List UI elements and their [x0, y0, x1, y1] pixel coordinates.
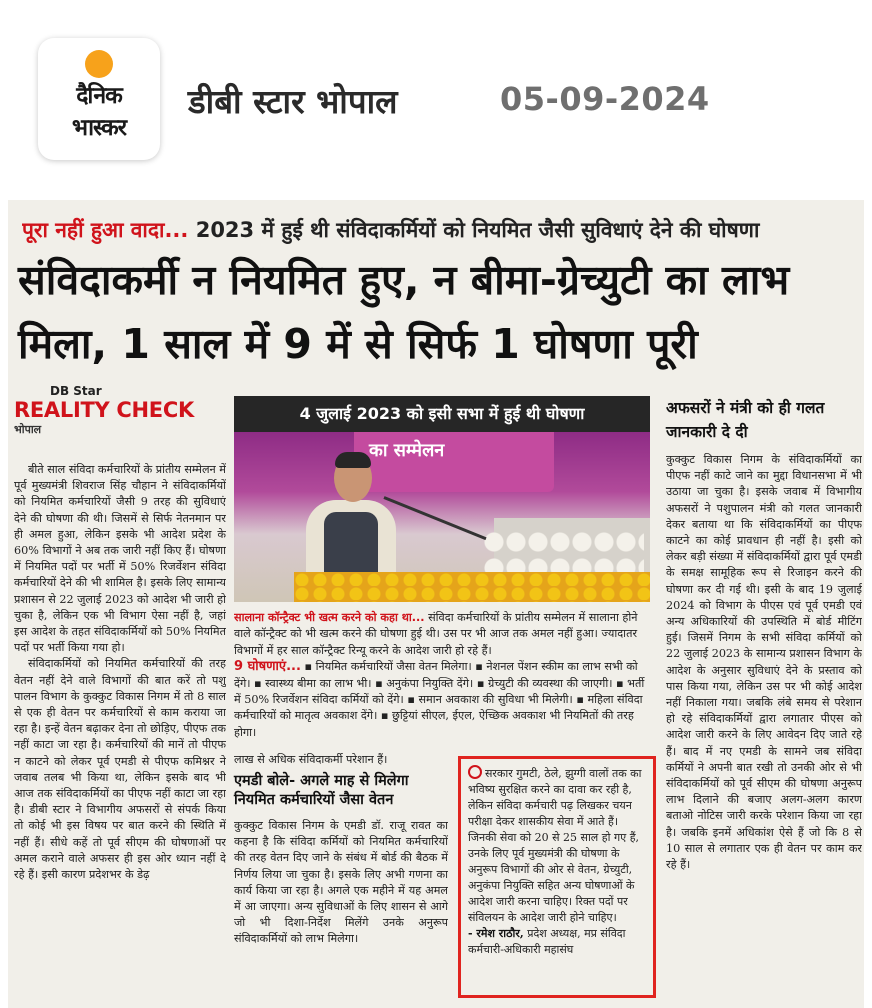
app-header [0, 0, 872, 192]
main-headline: संविदाकर्मी न नियमित हुए, न बीमा-ग्रेच्युटी का लाभ मिला, 1 साल में 9 में से सिर्फ 1 घोषणा पूरी [18, 256, 790, 368]
kicker-red: पूरा नहीं हुआ वादा... [22, 218, 189, 242]
quote-box [458, 756, 656, 998]
event-photo [234, 432, 650, 602]
db-star-label: DB Star [50, 384, 102, 398]
announcements-title: 9 घोषणाएं... [234, 659, 301, 675]
newspaper-clipping[interactable] [8, 200, 864, 1008]
quote-icon [468, 765, 482, 779]
md-subheadline: एमडी बोले- अगले माह से मिलेगा नियमित कर्मचारियों जैसा वेतन [234, 773, 409, 808]
middle-story [234, 610, 654, 752]
sun-icon [85, 50, 113, 78]
reality-check-label: REALITY CHECK [14, 398, 194, 422]
continued-line: लाख से अधिक संविदाकर्मी परेशान हैं। [234, 753, 388, 766]
quote-text [468, 765, 646, 958]
reality-check-brand [14, 384, 224, 444]
photo-caption: 4 जुलाई 2023 को इसी सभा में हुई थी घोषणा [234, 396, 650, 432]
right-headline: अफसरों ने मंत्री को ही गलत जानकारी दे दी [666, 399, 825, 441]
logo-text-line1: दैनिक [76, 83, 122, 109]
quote-author: - रमेश राठौर, [468, 927, 524, 940]
kicker-text: 2023 में हुई थी संविदाकर्मियों को नियमित जैसी सुविधाएं देने की घोषणा [188, 218, 760, 242]
quote-role: प्रदेश अध्यक्ष, मप्र संविदा कर्मचारी-अधिकारी महासंघ [468, 927, 626, 956]
seated-guests [484, 532, 644, 574]
stage-banner-text: का सम्मेलन [369, 440, 445, 461]
left-paragraph: बीते साल संविदा कर्मचारियों के प्रांतीय सम्मेलन में पूर्व मुख्यमंत्री शिवराज सिंह चौहान ने संविदाकर्मियों को नियमित कर्मचारियों जैसी 9 तरह की सुविधाएं देने की घोषणा की थी। जिसमें से सिर्फ नेतनमान पर ही अमल हुआ, लेकिन इसके भी आदेश प्रदेश के 60% विभागों ने अब तक जारी नहीं किए हैं। घोषणा में नियमित पदों पर भर्ती में 50% रिजर्वेशन संविदा कर्मचारियों देने की भी शामिल है। इसके लिए सामान्य प्रशासन से 22 जुलाई 2023 को आदेश भी जारी हो चुका है, लेकिन एक भी विभाग ऐसा नहीं है, जहां इस आदेश के तहत संविदाकर्मियों को 50% नियमित पदों पर भर्ती किया गया हो। [14, 463, 226, 655]
flower-decoration [294, 572, 650, 602]
md-story: कुक्कुट विकास निगम के एमडी डॉ. राजू रावत का कहना है कि संविदा कर्मियों को नियमित कर्मचारियों की तरह वेतन दिए जाने के संबंध में बोर्ड की बैठक में निर्णय लिया जा चुका है। इसके लिए अभी गणना का कार्य किया जा रहा है। अगले एक महीने में यह अमल में आ जाएगा। अन्य सुविधाओं के लिए शासन से आगे जो भी दिशा-निर्देश मिलेंगे उनके अनुरूप संविदाकर्मियों को लाभ मिलेगा। [234, 819, 448, 946]
microphone [383, 496, 486, 540]
mid-lead-red: सालाना कॉन्ट्रैक्ट भी खत्म करने को कहा था... [234, 611, 425, 624]
quote-body: सरकार गुमटी, ठेले, झुग्गी वालों तक का भविष्य सुरक्षित करने का दावा कर रही है, लेकिन संविदा कर्मचारी पढ़ लिखकर चयन परीक्षा देकर शासकीय सेवा में आते हैं। जिनकी सेवा को 20 से 25 साल हो गए हैं, उनके लिए पूर्व मुख्यमंत्री की घोषणा के अनुरूप विभागों की ओर से वेतन, ग्रेच्युटी, अनुकंपा नियुक्ति सहित अन्य घोषणाओं के आदेश जारी करना चाहिए। रिक्त पदों पर संविलयन के आदेश जारी होने चाहिए। [468, 767, 642, 924]
announcements-list: ▪ नियमित कर्मचारियों जैसा वेतन मिलेगा। ▪ नेशनल पेंशन स्कीम का लाभ सभी को देंगे। ▪ स्वास्थ्य बीमा का लाभ भी। ▪ अनुकंपा नियुक्ति देंगे। ▪ ग्रेच्युटी की व्यवस्था की जाएगी। ▪ भर्ती में 50% रिजर्वेशन संविदा कर्मियों को देंगे। ▪ समान अवकाश की सुविधा भी मिलेगी। ▪ महिला संविदा कर्मचारियों को मातृत्व अवकाश देंगे। ▪ छुट्टियां सीएल, ईएल, ऐच्छिक अवकाश भी नियमितों की तरह होगा। [234, 660, 645, 739]
dateline: भोपाल [14, 423, 42, 436]
edition-date: 05-09-2024 [500, 80, 710, 118]
kicker-line [22, 216, 854, 252]
mid-lead-text: संविदा कर्मचारियों के प्रांतीय सम्मेलन में सालाना होने वाले कॉन्ट्रैक्ट को भी खत्म करने की घोषणा हुई थी। उस पर भी आज तक अमल नहीं हुआ। ज्यादातर विभागों में हर साल कॉन्ट्रैक्ट रिन्यू करने के आदेश जारी हो रहे हैं। [234, 611, 638, 657]
left-column [14, 462, 226, 1002]
edition-title: डीबी स्टार भोपाल [188, 82, 398, 121]
logo-text-line2: भास्कर [71, 115, 127, 141]
speaker-hair [335, 452, 371, 468]
left-paragraph: संविदाकर्मियों को नियमित कर्मचारियों की तरह वेतन नहीं देने वाले विभागों की बात करें तो पशु पालन विभाग के कुक्कुट विकास निगम में तो 8 साल से एक ही वेतन पर कर्मचारियों से काम कराया जा रहा है। इन्हें वेतन बढ़ाकर देना तो छोड़िए, पीएफ तक नहीं काटा जा रहा है। कर्मचारियों की मानें तो पीएफ न काटने को लेकर पूर्व एमडी से पीएफ कमिश्नर ने जवाब तलब भी किया था, लेकिन इसके बाद भी आज तक संविदाकर्मियों का पीएफ नहीं काटा जा रहा है। डीबी स्टार ने विभागीय अफसरों से संपर्क किया तो कोई भी इस विषय पर बात करने की स्थिति में नहीं हैं। सीधे कहें तो पूर्व सीएम की घोषणाओं पर अमल कराने वाले अफसर ही इस ओर ध्यान नहीं दे रहे हैं। इसी कारण प्रदेशभर के डेढ़ [14, 657, 226, 882]
right-column: कुक्कुट विकास निगम के संविदाकर्मियों का पीएफ नहीं काटे जाने का मुद्दा विधानसभा में भी उठाया जा चुका है। इसके जवाब में विभागीय अफसरों ने पशुपालन मंत्री को गलत जानकारी देकर बताया था कि संविदाकर्मियों का पीएफ काटने का कोई प्रावधान ही नहीं है। इसी को लेकर बड़ी संख्या में संविदाकर्मियों द्वारा पूर्व एमडी के समक्ष सामूहिक रूप से रिजाइन करने की घोषणा कर दी गई थी। इसी के बाद 19 जुलाई 2024 को विभाग के पीएस एवं पूर्व एमडी एवं अन्य अधिकारियों की उपस्थिति में बोर्ड मीटिंग हुई। जिसमें निगम के सभी संविदा कर्मियों को 22 जुलाई 2023 के सामान्य प्रशासन विभाग के आदेश के अनुसार सुविधाएं देने के प्रस्ताव को पास किया गया, लेकिन उस पर भी कोई आदेश नहीं निकाला गया। जबकि लंबे समय से परेशान हो रहे संविदाकर्मियों द्वारा लगातार पीएस को आदेश जारी करने के लिए आवेदन दिए जाते रहे हैं। बाद में नए एमडी के सामने जब संविदा कर्मियों ने अपनी बात रखी तो उनकी ओर से भी संविदाकर्मियों को पूर्व सीएम की घोषणा अनुरूप लाभ दिलाने की बजाए अलग-अलग कारण बताओ नोटिस जारी करके परेशान किया जा रहा है। जबकि इनमें अधिकांश ऐसे हैं जो कि 8 से 10 साल से लगातार एक ही वेतन पर काम कर रहे हैं। [666, 453, 862, 872]
dainik-bhaskar-logo[interactable] [38, 38, 160, 160]
